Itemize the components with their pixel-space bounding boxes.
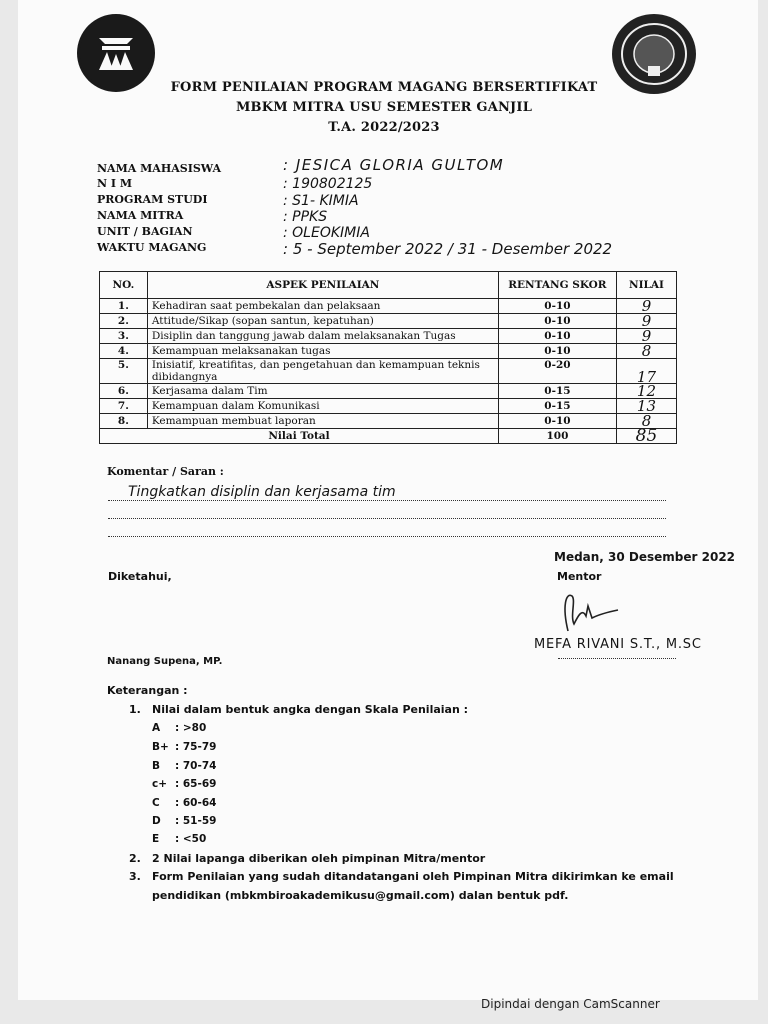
header-nilai: NILAI [616,272,676,299]
grade-range: : 75-79 [175,741,217,753]
grade-letter: D [152,815,161,827]
mentor-sign-line [558,658,676,659]
grade-range: : 51-59 [175,815,217,827]
total-row [100,429,677,444]
row-aspek: Inisiatif, kreatifitas, dan pengetahuan dan kemampuan teknis dibidangnya [147,359,498,384]
value-nama-mitra: : PPKS [283,209,328,225]
dotted-line [108,536,666,537]
ket-item-1: Nilai dalam bentuk angka dengan Skala Penilaian : [152,703,469,716]
row-rentang: 0-15 [498,384,616,399]
table-row [100,399,677,414]
value-waktu-magang: : 5 - September 2022 / 31 - Desember 2022 [283,240,613,258]
label-program-studi: PROGRAM STUDI [97,193,208,206]
row-aspek: Kemampuan membuat laporan [147,414,498,429]
row-aspek: Kemampuan dalam Komunikasi [147,399,498,414]
komentar-label: Komentar / Saran : [107,465,224,478]
ket-item-3-line2: pendidikan (mbkmbiroakademikusu@gmail.com) dalan bentuk pdf. [152,889,569,902]
label-nama-mitra: NAMA MITRA [97,209,184,222]
form-title: FORM PENILAIAN PROGRAM MAGANG BERSERTIFIKAT [170,80,598,95]
dotted-line [108,500,666,501]
approver-name: Nanang Supena, MP. [107,656,223,667]
table-row [100,359,677,384]
table-row [100,329,677,344]
score-table [99,271,677,444]
row-rentang: 0-10 [498,329,616,344]
grade-range: : 60-64 [175,797,217,809]
row-aspek: Disiplin dan tanggung jawab dalam melaksanakan Tugas [147,329,498,344]
row-no: 6. [100,384,148,399]
header-no: NO. [100,272,148,299]
ket-item-3-no: 3. [129,870,141,883]
table-row [100,314,677,329]
row-nilai: 17 [616,359,676,384]
table-row [100,344,677,359]
form-subtitle: MBKM MITRA USU SEMESTER GANJIL [235,100,533,115]
grade-letter: A [152,722,161,734]
total-value: 85 [616,429,676,444]
row-aspek: Kemampuan melaksanakan tugas [147,344,498,359]
row-aspek: Kehadiran saat pembekalan dan pelaksaan [147,299,498,314]
grade-range: : 70-74 [175,760,217,772]
row-rentang: 0-10 [498,314,616,329]
header-aspek: ASPEK PENILAIAN [147,272,498,299]
grade-range: : >80 [175,722,207,734]
row-nilai: 12 [616,384,676,399]
academic-year: T.A. 2022/2023 [328,120,440,135]
place-date: Medan, 30 Desember 2022 [554,550,736,564]
ket-item-2: 2 Nilai lapanga diberikan oleh pimpinan Mitra/mentor [152,852,486,865]
keterangan-label: Keterangan : [107,684,188,697]
value-program-studi: : S1- KIMIA [283,193,359,209]
ket-item-2-no: 2. [129,852,141,865]
row-no: 5. [100,359,148,384]
mentor-name: MEFA RIVANI S.T., M.SC [534,637,702,652]
table-row [100,414,677,429]
row-rentang: 0-10 [498,414,616,429]
row-no: 2. [100,314,148,329]
ket-item-3-line1: Form Penilaian yang sudah ditandatangani oleh Pimpinan Mitra dikirimkan ke email [152,870,674,883]
row-no: 4. [100,344,148,359]
row-rentang: 0-15 [498,399,616,414]
grade-letter: B [152,760,161,772]
grade-letter: c+ [152,778,168,790]
row-no: 1. [100,299,148,314]
grade-letter: C [152,797,160,809]
row-nilai: 13 [616,399,676,414]
row-no: 3. [100,329,148,344]
table-row [100,384,677,399]
row-nilai: 9 [616,299,676,314]
row-aspek: Kerjasama dalam Tim [147,384,498,399]
label-nim: N I M [97,177,133,190]
row-rentang: 0-10 [498,299,616,314]
value-nim: : 190802125 [283,176,373,192]
row-nilai: 9 [616,314,676,329]
dotted-line [108,518,666,519]
row-nilai: 8 [616,414,676,429]
grade-range: : <50 [175,833,207,845]
ket-item-1-no: 1. [129,703,141,716]
total-label: Nilai Total [100,429,499,444]
table-row [100,299,677,314]
mentor-label: Mentor [557,570,602,583]
scanner-watermark: Dipindai dengan CamScanner [481,997,660,1011]
row-nilai: 8 [616,344,676,359]
value-nama-mahasiswa: : JESICA GLORIA GULTOM [283,156,505,174]
row-no: 7. [100,399,148,414]
grade-letter: E [152,833,160,845]
row-nilai: 9 [616,329,676,344]
row-rentang: 0-10 [498,344,616,359]
table-header-row [100,272,677,299]
total-range: 100 [498,429,616,444]
komentar-text: Tingkatkan disiplin dan kerjasama tim [128,484,396,500]
value-unit-bagian: : OLEOKIMIA [283,225,370,241]
label-nama-mahasiswa: NAMA MAHASISWA [97,162,221,175]
label-waktu-magang: WAKTU MAGANG [97,241,207,254]
row-aspek: Attitude/Sikap (sopan santun, kepatuhan) [147,314,498,329]
grade-letter: B+ [152,741,169,753]
mentor-signature-icon [548,586,628,636]
grade-range: : 65-69 [175,778,217,790]
label-unit-bagian: UNIT / BAGIAN [97,225,193,238]
row-rentang: 0-20 [498,359,616,384]
row-no: 8. [100,414,148,429]
diketahui-label: Diketahui, [108,570,172,583]
header-rentang: RENTANG SKOR [498,272,616,299]
